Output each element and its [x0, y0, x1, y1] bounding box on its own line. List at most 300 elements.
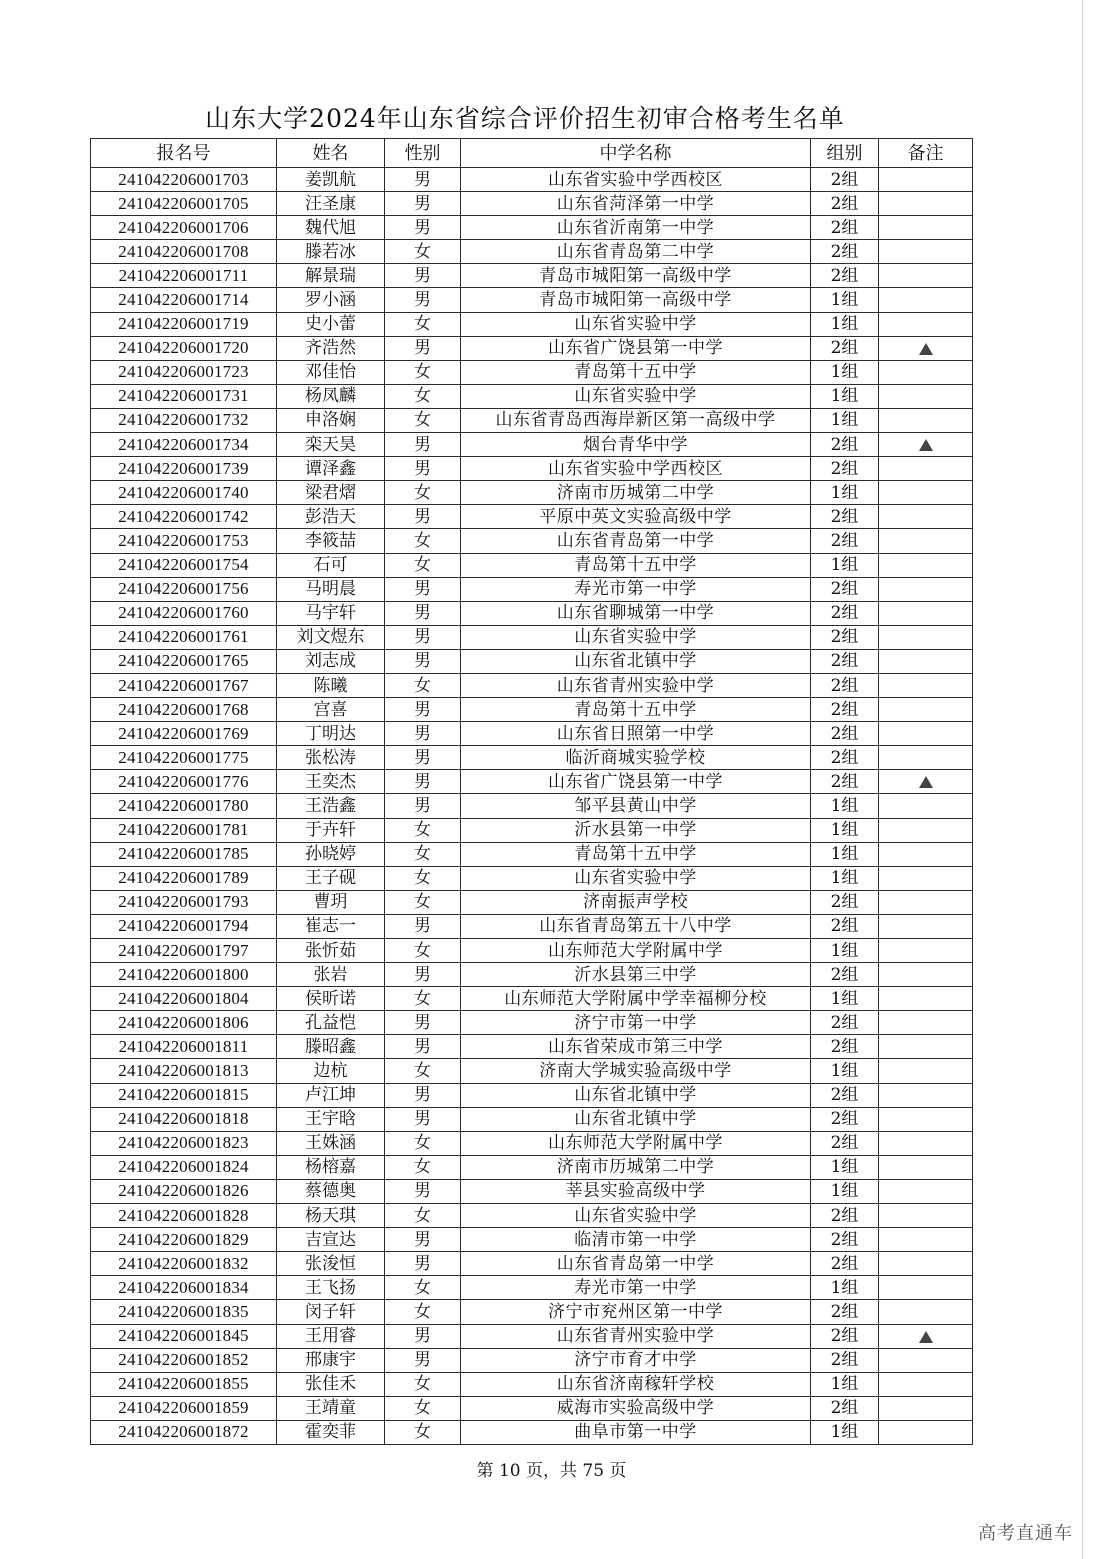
cell-group: 2组	[811, 1204, 879, 1228]
table-row	[91, 914, 973, 938]
cell-name: 张岩	[277, 963, 385, 987]
cell-name: 王浩鑫	[277, 794, 385, 818]
cell-reg-no: 241042206001720	[91, 336, 277, 360]
cell-gender: 男	[385, 1107, 461, 1131]
cell-name: 王用睿	[277, 1324, 385, 1348]
cell-reg-no: 241042206001760	[91, 601, 277, 625]
cell-name: 梁君熠	[277, 481, 385, 505]
cell-group: 2组	[811, 1083, 879, 1107]
cell-school: 山东省实验中学西校区	[461, 457, 811, 481]
cell-school: 山东省沂南第一中学	[461, 216, 811, 240]
table-row	[91, 842, 973, 866]
table-row	[91, 288, 973, 312]
cell-remark	[879, 601, 973, 625]
cell-group: 1组	[811, 360, 879, 384]
triangle-icon	[919, 1331, 933, 1343]
table-row	[91, 770, 973, 794]
table-row	[91, 384, 973, 408]
cell-name: 王奕杰	[277, 770, 385, 794]
cell-school: 山东省广饶县第一中学	[461, 336, 811, 360]
cell-group: 1组	[811, 1179, 879, 1203]
header-remark: 备注	[879, 139, 973, 168]
cell-school: 威海市实验高级中学	[461, 1396, 811, 1420]
cell-group: 2组	[811, 1035, 879, 1059]
cell-gender: 男	[385, 1348, 461, 1372]
table-row	[91, 1059, 973, 1083]
cell-school: 山东省济南稼轩学校	[461, 1372, 811, 1396]
cell-gender: 女	[385, 673, 461, 697]
cell-group: 1组	[811, 866, 879, 890]
cell-name: 张忻茹	[277, 939, 385, 963]
cell-name: 闵子轩	[277, 1300, 385, 1324]
cell-school: 山东省青岛第五十八中学	[461, 914, 811, 938]
cell-reg-no: 241042206001789	[91, 866, 277, 890]
cell-school: 烟台青华中学	[461, 433, 811, 457]
table-row	[91, 1276, 973, 1300]
cell-gender: 男	[385, 505, 461, 529]
cell-name: 王姝涵	[277, 1131, 385, 1155]
cell-gender: 女	[385, 1155, 461, 1179]
cell-name: 申洛娴	[277, 408, 385, 432]
cell-name: 石可	[277, 553, 385, 577]
cell-gender: 男	[385, 601, 461, 625]
table-row	[91, 1348, 973, 1372]
cell-school: 济宁市育才中学	[461, 1348, 811, 1372]
cell-gender: 男	[385, 192, 461, 216]
table-row	[91, 1204, 973, 1228]
cell-group: 2组	[811, 1228, 879, 1252]
cell-school: 山东省青州实验中学	[461, 1324, 811, 1348]
cell-remark	[879, 312, 973, 336]
cell-reg-no: 241042206001776	[91, 770, 277, 794]
cell-remark	[879, 746, 973, 770]
cell-gender: 女	[385, 384, 461, 408]
cell-reg-no: 241042206001797	[91, 939, 277, 963]
cell-name: 刘文煜东	[277, 625, 385, 649]
cell-group: 1组	[811, 384, 879, 408]
table-row	[91, 192, 973, 216]
cell-reg-no: 241042206001824	[91, 1155, 277, 1179]
cell-name: 杨榕嘉	[277, 1155, 385, 1179]
table-row	[91, 529, 973, 553]
cell-gender: 女	[385, 1420, 461, 1444]
cell-reg-no: 241042206001859	[91, 1396, 277, 1420]
cell-group: 2组	[811, 1011, 879, 1035]
cell-name: 滕若冰	[277, 240, 385, 264]
cell-name: 邢康宇	[277, 1348, 385, 1372]
cell-group: 1组	[811, 408, 879, 432]
cell-gender: 女	[385, 553, 461, 577]
cell-name: 杨凤麟	[277, 384, 385, 408]
cell-group: 1组	[811, 1155, 879, 1179]
cell-reg-no: 241042206001706	[91, 216, 277, 240]
cell-reg-no: 241042206001780	[91, 794, 277, 818]
cell-school: 山东省北镇中学	[461, 649, 811, 673]
cell-reg-no: 241042206001823	[91, 1131, 277, 1155]
cell-school: 济南市历城第二中学	[461, 481, 811, 505]
cell-name: 汪圣康	[277, 192, 385, 216]
cell-group: 2组	[811, 890, 879, 914]
cell-school: 山东师范大学附属中学幸福柳分校	[461, 987, 811, 1011]
cell-remark	[879, 698, 973, 722]
cell-gender: 女	[385, 1276, 461, 1300]
cell-group: 1组	[811, 288, 879, 312]
cell-gender: 男	[385, 1035, 461, 1059]
table-row	[91, 1228, 973, 1252]
cell-name: 滕昭鑫	[277, 1035, 385, 1059]
cell-group: 1组	[811, 1276, 879, 1300]
cell-remark	[879, 1204, 973, 1228]
table-row	[91, 625, 973, 649]
cell-group: 2组	[811, 1107, 879, 1131]
cell-remark	[879, 457, 973, 481]
cell-group: 2组	[811, 1324, 879, 1348]
cell-school: 山东省实验中学西校区	[461, 168, 811, 192]
cell-reg-no: 241042206001765	[91, 649, 277, 673]
cell-group: 2组	[811, 1300, 879, 1324]
cell-group: 2组	[811, 625, 879, 649]
table-row	[91, 1035, 973, 1059]
cell-name: 于卉轩	[277, 818, 385, 842]
cell-school: 山东省青州实验中学	[461, 673, 811, 697]
cell-remark	[879, 1083, 973, 1107]
cell-remark	[879, 1396, 973, 1420]
cell-reg-no: 241042206001756	[91, 577, 277, 601]
cell-group: 2组	[811, 168, 879, 192]
cell-remark	[879, 553, 973, 577]
cell-reg-no: 241042206001739	[91, 457, 277, 481]
cell-reg-no: 241042206001708	[91, 240, 277, 264]
cell-gender: 女	[385, 240, 461, 264]
cell-school: 山东省青岛第二中学	[461, 240, 811, 264]
cell-gender: 男	[385, 264, 461, 288]
cell-gender: 男	[385, 914, 461, 938]
cell-group: 2组	[811, 1252, 879, 1276]
cell-name: 王子砚	[277, 866, 385, 890]
cell-remark	[879, 770, 973, 794]
cell-gender: 男	[385, 1324, 461, 1348]
cell-school: 济宁市第一中学	[461, 1011, 811, 1035]
cell-remark	[879, 288, 973, 312]
cell-reg-no: 241042206001761	[91, 625, 277, 649]
cell-name: 史小蕾	[277, 312, 385, 336]
cell-school: 青岛第十五中学	[461, 360, 811, 384]
cell-name: 杨天琪	[277, 1204, 385, 1228]
cell-group: 1组	[811, 939, 879, 963]
cell-reg-no: 241042206001813	[91, 1059, 277, 1083]
page-footer: 第 10 页，共 75 页	[476, 1461, 627, 1481]
table-header-row	[91, 139, 973, 168]
cell-remark	[879, 1276, 973, 1300]
table-row	[91, 1083, 973, 1107]
cell-gender: 女	[385, 312, 461, 336]
cell-gender: 男	[385, 698, 461, 722]
cell-reg-no: 241042206001740	[91, 481, 277, 505]
cell-reg-no: 241042206001769	[91, 722, 277, 746]
cell-reg-no: 241042206001826	[91, 1179, 277, 1203]
cell-remark	[879, 1059, 973, 1083]
table-row	[91, 963, 973, 987]
cell-remark	[879, 1252, 973, 1276]
table-row	[91, 987, 973, 1011]
table-row	[91, 1300, 973, 1324]
cell-school: 山东师范大学附属中学	[461, 1131, 811, 1155]
cell-school: 山东省青岛西海岸新区第一高级中学	[461, 408, 811, 432]
cell-gender: 女	[385, 842, 461, 866]
cell-name: 马明晨	[277, 577, 385, 601]
cell-gender: 男	[385, 963, 461, 987]
cell-remark	[879, 722, 973, 746]
cell-group: 2组	[811, 698, 879, 722]
cell-school: 山东省北镇中学	[461, 1083, 811, 1107]
cell-remark	[879, 673, 973, 697]
cell-gender: 男	[385, 649, 461, 673]
cell-reg-no: 241042206001834	[91, 1276, 277, 1300]
cell-name: 吉宣达	[277, 1228, 385, 1252]
cell-name: 崔志一	[277, 914, 385, 938]
cell-name: 霍奕菲	[277, 1420, 385, 1444]
cell-reg-no: 241042206001832	[91, 1252, 277, 1276]
cell-group: 2组	[811, 240, 879, 264]
table-row	[91, 1252, 973, 1276]
table-row	[91, 1179, 973, 1203]
cell-reg-no: 241042206001705	[91, 192, 277, 216]
cell-gender: 男	[385, 722, 461, 746]
cell-group: 2组	[811, 1396, 879, 1420]
cell-gender: 男	[385, 1083, 461, 1107]
cell-reg-no: 241042206001714	[91, 288, 277, 312]
cell-group: 2组	[811, 192, 879, 216]
watermark: 高考直通车	[978, 1523, 1073, 1544]
cell-reg-no: 241042206001872	[91, 1420, 277, 1444]
cell-reg-no: 241042206001754	[91, 553, 277, 577]
table-row	[91, 216, 973, 240]
cell-reg-no: 241042206001794	[91, 914, 277, 938]
table-body	[91, 168, 973, 1445]
cell-reg-no: 241042206001731	[91, 384, 277, 408]
header-gender: 性别	[385, 139, 461, 168]
cell-gender: 女	[385, 890, 461, 914]
cell-gender: 男	[385, 746, 461, 770]
cell-school: 济宁市兖州区第一中学	[461, 1300, 811, 1324]
cell-group: 1组	[811, 481, 879, 505]
cell-remark	[879, 1179, 973, 1203]
cell-group: 2组	[811, 673, 879, 697]
cell-reg-no: 241042206001845	[91, 1324, 277, 1348]
cell-reg-no: 241042206001723	[91, 360, 277, 384]
cell-reg-no: 241042206001753	[91, 529, 277, 553]
cell-name: 曹玥	[277, 890, 385, 914]
cell-remark	[879, 1131, 973, 1155]
cell-school: 曲阜市第一中学	[461, 1420, 811, 1444]
cell-name: 张浚恒	[277, 1252, 385, 1276]
cell-reg-no: 241042206001767	[91, 673, 277, 697]
cell-remark	[879, 505, 973, 529]
cell-reg-no: 241042206001800	[91, 963, 277, 987]
table-row	[91, 312, 973, 336]
cell-remark	[879, 529, 973, 553]
cell-group: 2组	[811, 601, 879, 625]
cell-remark	[879, 264, 973, 288]
table-row	[91, 264, 973, 288]
table-row	[91, 866, 973, 890]
table-row	[91, 577, 973, 601]
cell-name: 王飞扬	[277, 1276, 385, 1300]
cell-school: 山东省实验中学	[461, 384, 811, 408]
cell-remark	[879, 890, 973, 914]
header-reg-no: 报名号	[91, 139, 277, 168]
cell-gender: 女	[385, 1396, 461, 1420]
cell-gender: 女	[385, 987, 461, 1011]
cell-gender: 女	[385, 1372, 461, 1396]
cell-gender: 男	[385, 288, 461, 312]
cell-remark	[879, 649, 973, 673]
cell-remark	[879, 1035, 973, 1059]
cell-reg-no: 241042206001815	[91, 1083, 277, 1107]
cell-group: 1组	[811, 312, 879, 336]
cell-name: 边杭	[277, 1059, 385, 1083]
cell-name: 李筱喆	[277, 529, 385, 553]
cell-remark	[879, 987, 973, 1011]
cell-group: 1组	[811, 987, 879, 1011]
table-row	[91, 890, 973, 914]
cell-reg-no: 241042206001719	[91, 312, 277, 336]
table-row	[91, 1324, 973, 1348]
table-row	[91, 698, 973, 722]
cell-group: 2组	[811, 914, 879, 938]
cell-remark	[879, 168, 973, 192]
cell-school: 山东师范大学附属中学	[461, 939, 811, 963]
cell-reg-no: 241042206001711	[91, 264, 277, 288]
cell-group: 2组	[811, 433, 879, 457]
cell-name: 彭浩天	[277, 505, 385, 529]
table-row	[91, 457, 973, 481]
table-row	[91, 505, 973, 529]
cell-name: 孔益恺	[277, 1011, 385, 1035]
table-row	[91, 360, 973, 384]
cell-remark	[879, 818, 973, 842]
cell-school: 山东省聊城第一中学	[461, 601, 811, 625]
cell-group: 2组	[811, 722, 879, 746]
cell-school: 邹平县黄山中学	[461, 794, 811, 818]
cell-school: 山东省实验中学	[461, 625, 811, 649]
cell-group: 2组	[811, 1131, 879, 1155]
cell-school: 临清市第一中学	[461, 1228, 811, 1252]
cell-remark	[879, 1228, 973, 1252]
cell-name: 王宇晗	[277, 1107, 385, 1131]
cell-school: 山东省实验中学	[461, 1204, 811, 1228]
cell-reg-no: 241042206001785	[91, 842, 277, 866]
cell-remark	[879, 1155, 973, 1179]
table-row	[91, 601, 973, 625]
cell-remark	[879, 914, 973, 938]
cell-school: 青岛市城阳第一高级中学	[461, 288, 811, 312]
cell-gender: 男	[385, 216, 461, 240]
table-row	[91, 1396, 973, 1420]
cell-remark	[879, 842, 973, 866]
cell-remark	[879, 1372, 973, 1396]
cell-reg-no: 241042206001835	[91, 1300, 277, 1324]
cell-group: 1组	[811, 818, 879, 842]
cell-name: 张松涛	[277, 746, 385, 770]
cell-group: 1组	[811, 1372, 879, 1396]
cell-school: 济南大学城实验高级中学	[461, 1059, 811, 1083]
cell-gender: 男	[385, 433, 461, 457]
cell-gender: 男	[385, 336, 461, 360]
table-row	[91, 794, 973, 818]
cell-school: 沂水县第三中学	[461, 963, 811, 987]
cell-remark	[879, 866, 973, 890]
cell-group: 2组	[811, 457, 879, 481]
cell-gender: 男	[385, 1228, 461, 1252]
cell-school: 临沂商城实验学校	[461, 746, 811, 770]
cell-name: 王靖童	[277, 1396, 385, 1420]
cell-reg-no: 241042206001818	[91, 1107, 277, 1131]
header-school: 中学名称	[461, 139, 811, 168]
cell-gender: 女	[385, 1204, 461, 1228]
cell-group: 2组	[811, 649, 879, 673]
cell-group: 2组	[811, 505, 879, 529]
cell-name: 陈曦	[277, 673, 385, 697]
triangle-icon	[919, 439, 933, 451]
cell-group: 2组	[811, 963, 879, 987]
cell-name: 马宇轩	[277, 601, 385, 625]
table-row	[91, 818, 973, 842]
cell-reg-no: 241042206001793	[91, 890, 277, 914]
cell-reg-no: 241042206001829	[91, 1228, 277, 1252]
cell-gender: 男	[385, 770, 461, 794]
cell-reg-no: 241042206001855	[91, 1372, 277, 1396]
cell-gender: 女	[385, 408, 461, 432]
header-name: 姓名	[277, 139, 385, 168]
cell-reg-no: 241042206001811	[91, 1035, 277, 1059]
cell-group: 2组	[811, 216, 879, 240]
table-row	[91, 1107, 973, 1131]
table-row	[91, 1155, 973, 1179]
cell-school: 济南市历城第二中学	[461, 1155, 811, 1179]
cell-remark	[879, 1107, 973, 1131]
cell-gender: 男	[385, 1179, 461, 1203]
cell-remark	[879, 433, 973, 457]
cell-gender: 男	[385, 577, 461, 601]
cell-remark	[879, 240, 973, 264]
cell-name: 栾天昊	[277, 433, 385, 457]
cell-remark	[879, 192, 973, 216]
cell-group: 2组	[811, 770, 879, 794]
cell-remark	[879, 481, 973, 505]
cell-remark	[879, 963, 973, 987]
cell-name: 谭泽鑫	[277, 457, 385, 481]
table-row	[91, 1420, 973, 1444]
cell-remark	[879, 1011, 973, 1035]
cell-remark	[879, 384, 973, 408]
cell-gender: 男	[385, 625, 461, 649]
cell-school: 莘县实验高级中学	[461, 1179, 811, 1203]
cell-name: 罗小涵	[277, 288, 385, 312]
table-row	[91, 1372, 973, 1396]
cell-gender: 女	[385, 866, 461, 890]
table-row	[91, 939, 973, 963]
candidate-table	[90, 138, 973, 1445]
cell-gender: 女	[385, 1059, 461, 1083]
table-row	[91, 746, 973, 770]
table-row	[91, 673, 973, 697]
table-row	[91, 553, 973, 577]
page-title: 山东大学2024年山东省综合评价招生初审合格考生名单	[205, 104, 845, 133]
cell-name: 孙晓婷	[277, 842, 385, 866]
cell-reg-no: 241042206001768	[91, 698, 277, 722]
cell-group: 1组	[811, 842, 879, 866]
